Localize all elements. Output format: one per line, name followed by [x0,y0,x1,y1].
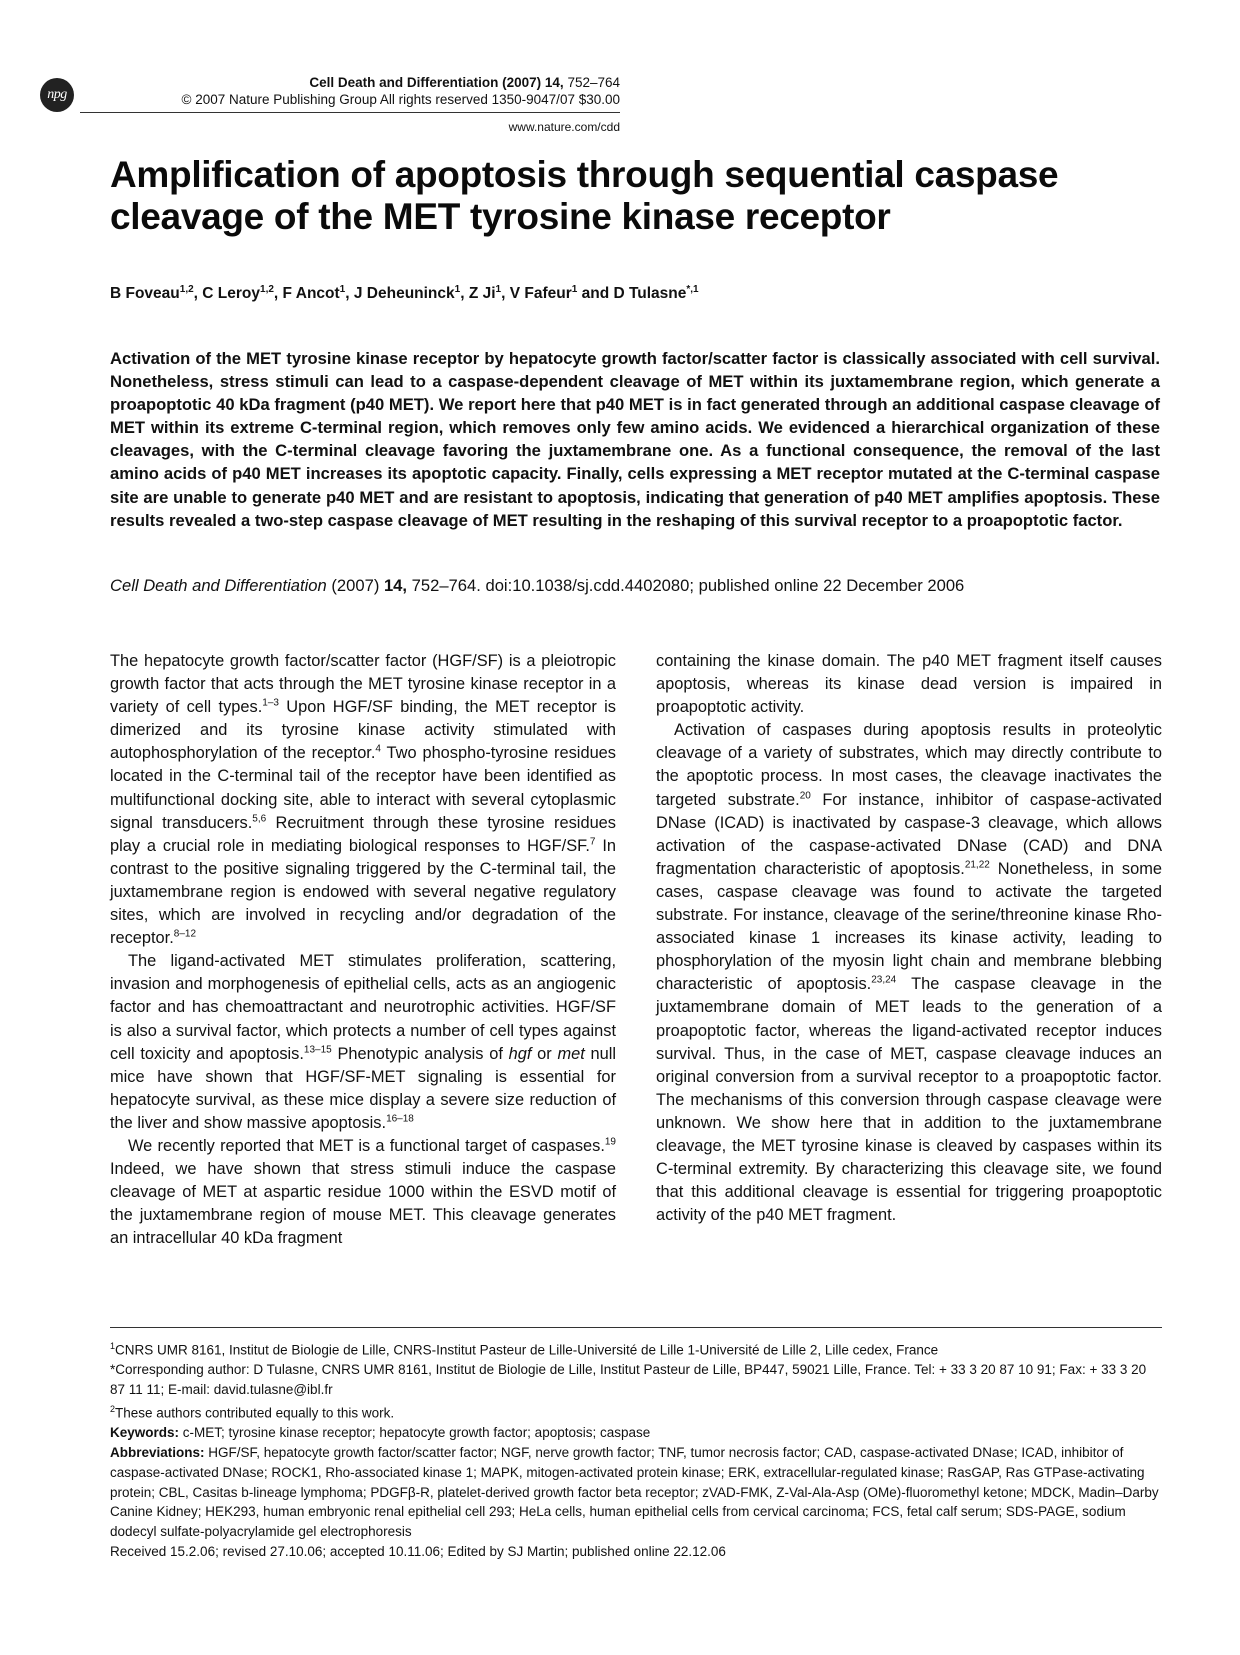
citation-journal: Cell Death and Differentiation [110,576,327,595]
corresponding-author-note: *Corresponding author: D Tulasne, CNRS UMR 8161, Institut de Biologie de Lille, Institut Pasteur de Lille, BP447, 59021 Lille, France. Tel: + 33 3 20 87 10 91; Fax: + 33 3 20 87 11 11; E-mail: david.tulasne@ibl.fr [110,1362,1147,1398]
citation-volume: 14, [383,576,408,595]
author-name: J Deheuninck [353,285,455,303]
author-separator: , [273,285,283,303]
footnotes [110,1337,1162,1562]
reference-citation: 8–12 [173,928,197,940]
author-name: F Ancot [282,285,340,303]
copyright-line: © 2007 Nature Publishing Group All rights reserved 1350-9047/07 $30.00 [181,92,620,107]
journal-name: Cell Death and Differentiation [309,75,499,90]
abbreviations-note [110,1443,1162,1542]
journal-url[interactable]: www.nature.com/cdd [508,120,620,134]
author-separator: , [193,285,203,303]
text-run: containing the kinase domain. The p40 MET fragment itself causes apoptosis, whereas its kinase dead version is impaired in proapoptotic activity. [656,652,1162,717]
keywords-text: c-MET; tyrosine kinase receptor; hepatocyte growth factor; apoptosis; caspase [179,1425,651,1441]
keywords-note [110,1423,1162,1443]
text-run: Indeed, we have shown that stress stimuli induce the caspase cleavage of MET at aspartic residue 1000 within the ESVD motif of the juxtamembrane region of mouse MET. This cleavage generates an intracellular 40 kDa fragment [110,1160,616,1248]
citation-year: (2007) [326,576,384,595]
keywords-label: Keywords: [110,1425,180,1441]
author-affiliation-mark: *,1 [686,284,699,295]
author-name: B Foveau [110,285,180,303]
author-name: C Leroy [202,285,261,303]
author-affiliation-mark: 1 [454,284,461,295]
affiliation-text: CNRS UMR 8161, Institut de Biologie de Lille, CNRS-Institut Pasteur de Lille-Université de Lille 1-Université de Lille 2, Lille cedex, France [115,1342,939,1358]
author-name: V Fafeur [509,285,572,303]
gene-name: met [557,1044,585,1063]
author-separator: and [577,285,614,303]
body-paragraph [656,650,1162,719]
abbreviations-text: HGF/SF, hepatocyte growth factor/scatter factor; NGF, nerve growth factor; TNF, tumor necrosis factor; CAD, caspase-activated DNase; ICAD, inhibitor of caspase-activated DNase; ROCK1, Rho-associated kinase 1; MAPK, mitogen-activated protein kinase; ERK, extracellular-regulated kinase; RasGAP, Ras GTPase-activating protein; CBL, Casitas b-lineage lymphoma; PDGFβ-R, platelet-derived growth factor beta receptor; zVAD-FMK, Z-Val-Ala-Asp (OMe)-fluoromethyl ketone; MDCK, Madin–Darby Canine Kidney; HEK293, human embryonic renal epithelial cell 293; HeLa cells, human epithelial cells from cervical carcinoma; FCS, fetal calf serum; SDS-PAGE, sodium dodecyl sulfate-polyacrylamide gel electrophoresis [110,1444,1159,1540]
journal-year-volume: (2007) 14, [502,75,564,90]
body-column-left [110,650,616,1250]
equal-contribution-note [110,1400,1162,1423]
author-affiliation-mark: 1 [495,284,502,295]
author-affiliation-mark: 1,2 [179,284,194,295]
reference-citation: 5,6 [252,813,267,825]
footnote-divider [110,1327,1162,1328]
journal-header [150,74,620,108]
abstract: Activation of the MET tyrosine kinase receptor by hepatocyte growth factor/scatter factor is classically associated with cell survival. Nonetheless, stress stimuli can lead to a caspase-dependent cleavage of MET within its juxtamembrane region, which generate a proapoptotic 40 kDa fragment (p40 MET). We report here that p40 MET is in fact generated through an additional caspase cleavage of MET within its extreme C-terminal region, which removes only few amino acids. We evidenced a hierarchical organization of these cleavages, with the C-terminal cleavage favoring the juxtamembrane one. As a functional consequence, the removal of the last amino acids of p40 MET increases its apoptotic capacity. Finally, cells expressing a MET receptor mutated at the C-terminal caspase site are unable to generate p40 MET and are resistant to apoptosis, indicating that generation of p40 MET amplifies apoptosis. These results revealed a two-step caspase cleavage of MET resulting in the reshaping of this survival receptor to a proapoptotic factor. [110,349,1160,530]
text-run: The hepatocyte growth factor/scatter factor (HGF/SF) is a pleiotropic growth factor that acts through the MET tyrosine kinase receptor in a variety of cell types. [110,652,616,717]
affiliation-note [110,1337,1162,1360]
author-separator: , [460,285,469,303]
text-run: Two phospho-tyrosine residues located in the C-terminal tail of the receptor have been identified as multifunctional docking site, able to interact with several cytoplasmic signal transducers. [110,744,616,832]
article-title: Amplification of apoptosis through sequential caspase cleavage of the MET tyrosine kinase receptor [110,154,1059,237]
header-divider [80,112,620,113]
text-run: or [531,1044,558,1063]
text-run: We recently reported that MET is a functional target of caspases. [128,1136,605,1155]
gene-name: hgf [508,1044,532,1063]
abbreviations-label: Abbreviations: [110,1444,205,1460]
text-run: Recruitment through these tyrosine residues play a crucial role in mediating biological responses to HGF/SF. [110,813,616,855]
text-run: The ligand-activated MET stimulates proliferation, scattering, invasion and morphogenesis of epithelial cells, acts as an angiogenic factor and has chemoattractant and neurotrophic activities. HGF/SF is also a survival factor, which protects a number of cell types against cell toxicity and apoptosis. [110,952,616,1063]
reference-citation: 21,22 [964,859,990,871]
text-run: The caspase cleavage in the juxtamembrane domain of MET leads to the generation of a proapoptotic factor, whereas the ligand-activated receptor induces survival. Thus, in the case of MET, caspase cleavage induces an original conversion from a survival receptor to a proapoptotic factor. The mechanisms of this conversion through caspase cleavage were unknown. We show here that in addition to the juxtamembrane cleavage, the MET tyrosine kinase is cleaved by caspases within its C-terminal extremity. By characterizing this cleavage site, we found that this additional cleavage is essential for triggering proapoptotic activity of the p40 MET fragment. [656,975,1163,1225]
text-run: For instance, inhibitor of caspase-activated DNase (ICAD) is inactivated by caspase-3 cleavage, which allows activation of the caspase-activated DNase (CAD) and DNA fragmentation characteristic of apoptosis. [656,790,1163,878]
journal-pages: 752–764 [567,75,620,90]
equal-mark: 2 [110,1403,116,1414]
reference-citation: 1–3 [262,697,279,709]
reference-citation: 19 [604,1136,616,1148]
reference-citation: 13–15 [303,1044,332,1056]
reference-citation: 4 [375,743,381,755]
text-run: Nonetheless, in some cases, caspase cleavage was found to activate the targeted substrate. For instance, cleavage of the serine/threonine kinase Rho-associated kinase 1 increases its kinase activity, leading to phosphorylation of the myosin light chain and membrane blebbing characteristic of apoptosis. [656,859,1162,994]
reference-citation: 7 [589,836,596,848]
text-run: null mice have shown that HGF/SF-MET signaling is essential for hepatocyte survival, as these mice display a severe size reduction of the liver and show massive apoptosis. [110,1044,617,1132]
author-affiliation-mark: 1 [571,284,578,295]
body-paragraph [110,650,616,950]
author-name: D Tulasne [613,285,687,303]
journal-line [150,74,620,91]
author-separator: , [501,285,510,303]
reference-citation: 16–18 [386,1113,414,1125]
author-name: Z Ji [468,285,496,303]
author-separator: , [345,285,354,303]
body-paragraph [656,719,1162,1227]
citation-line [110,575,1160,597]
body-paragraph [110,1135,616,1250]
npg-logo: npg [40,78,74,112]
text-run: In contrast to the positive signaling triggered by the C-terminal tail, the juxtamembrane region is endowed with several negative regulatory sites, which are involved in recycling and/or degradation of the receptor. [110,836,616,948]
text-run: Phenotypic analysis of [331,1044,509,1063]
received-note: Received 15.2.06; revised 27.10.06; accepted 10.11.06; Edited by SJ Martin; published online 22.12.06 [110,1543,726,1559]
equal-text: These authors contributed equally to this work. [115,1405,395,1421]
reference-citation: 20 [799,790,811,802]
body-column-right [656,650,1162,1227]
affiliation-mark: 1 [110,1341,116,1351]
text-run: Activation of caspases during apoptosis results in proteolytic cleavage of a variety of substrates, which may directly contribute to the apoptotic process. In most cases, the cleavage inactivates the targeted substrate. [656,721,1162,809]
citation-doi: 752–764. doi:10.1038/sj.cdd.4402080; published online 22 December 2006 [407,576,965,595]
author-affiliation-mark: 1 [339,284,346,295]
body-paragraph [110,950,616,1135]
author-list [110,280,1150,304]
reference-citation: 23,24 [871,974,897,986]
author-affiliation-mark: 1,2 [260,284,274,295]
text-run: Upon HGF/SF binding, the MET receptor is dimerized and its tyrosine kinase activity stimulated with autophosphorylation of the receptor. [110,698,617,763]
